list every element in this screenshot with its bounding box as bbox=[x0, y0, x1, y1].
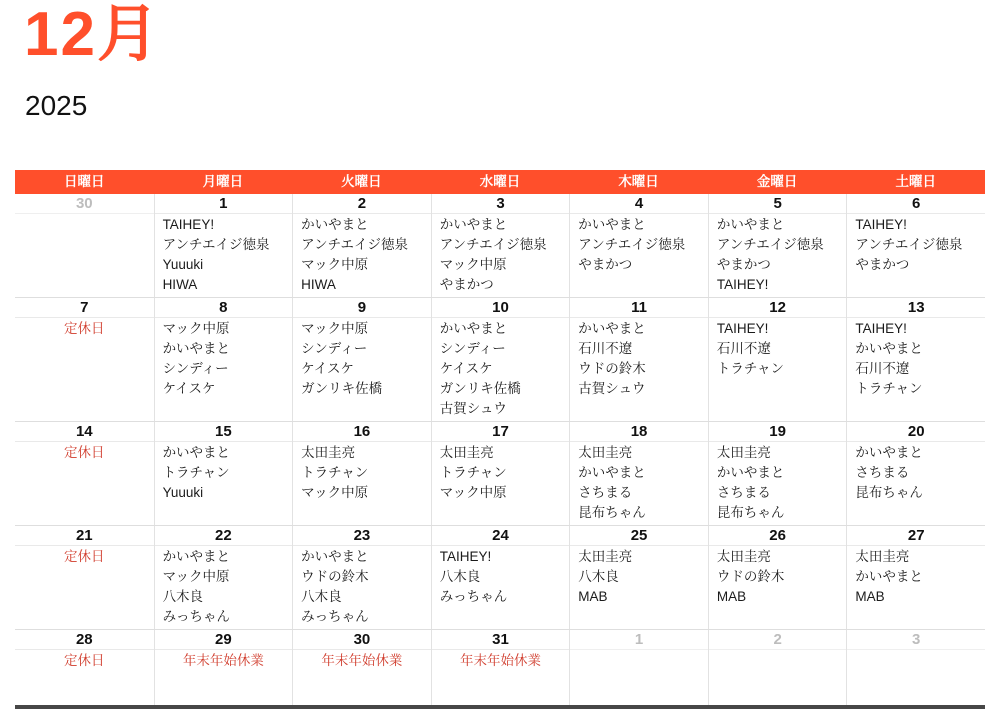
day-entries bbox=[293, 442, 431, 505]
day-cell bbox=[569, 298, 708, 421]
weekday-header-row bbox=[15, 170, 985, 194]
weekday-friday: 金曜日 bbox=[756, 174, 798, 189]
day-entries bbox=[15, 546, 154, 569]
staff-name: アンチエイジ徳泉 bbox=[162, 237, 270, 252]
day-entries bbox=[847, 318, 985, 401]
table-bottom-edge bbox=[15, 705, 985, 709]
day-cell bbox=[708, 422, 847, 525]
day-entries bbox=[293, 214, 431, 297]
day-entries bbox=[15, 318, 154, 341]
date-number: 18 bbox=[570, 422, 708, 442]
date-number: 21 bbox=[15, 526, 154, 546]
staff-name: トラチャン bbox=[716, 361, 784, 376]
staff-name: ガンリキ佐橋 bbox=[301, 381, 383, 396]
day-cell bbox=[569, 526, 708, 629]
staff-name: やまかつ bbox=[578, 257, 633, 272]
staff-name: 昆布ちゃん bbox=[716, 505, 785, 520]
staff-name: かいやまと bbox=[301, 217, 369, 232]
day-cell bbox=[846, 194, 985, 297]
day-entries bbox=[293, 650, 431, 673]
staff-name: やまかつ bbox=[439, 277, 494, 292]
staff-name: 太田圭亮 bbox=[439, 445, 494, 460]
day-entries bbox=[709, 442, 847, 525]
staff-name: ガンリキ佐橋 bbox=[439, 381, 521, 396]
holiday-label: 定休日 bbox=[64, 321, 105, 336]
day-entries bbox=[293, 546, 431, 629]
week-row bbox=[15, 525, 985, 629]
holiday-label: 定休日 bbox=[64, 653, 105, 668]
day-cell bbox=[154, 630, 293, 709]
day-entries bbox=[155, 318, 293, 401]
staff-name: シンディー bbox=[162, 361, 229, 376]
day-entries bbox=[15, 214, 154, 217]
day-entries bbox=[155, 546, 293, 629]
staff-name: トラチャン bbox=[439, 465, 507, 480]
staff-name: HIWA bbox=[162, 277, 198, 292]
day-entries bbox=[847, 650, 985, 653]
staff-name: 太田圭亮 bbox=[716, 549, 771, 564]
weekday-thursday: 木曜日 bbox=[618, 174, 659, 189]
staff-name: ケイスケ bbox=[162, 381, 216, 396]
staff-name: かいやまと bbox=[578, 465, 646, 480]
date-number: 2 bbox=[293, 194, 431, 214]
staff-name: 八木良 bbox=[162, 589, 204, 604]
staff-name: かいやまと bbox=[578, 217, 646, 232]
day-cell bbox=[846, 526, 985, 629]
staff-name: みっちゃん bbox=[439, 589, 508, 604]
staff-name: 太田圭亮 bbox=[716, 445, 771, 460]
day-entries bbox=[432, 318, 570, 421]
staff-name: かいやまと bbox=[716, 465, 785, 480]
date-number: 1 bbox=[155, 194, 293, 214]
date-number: 7 bbox=[15, 298, 154, 318]
staff-name: アンチエイジ徳泉 bbox=[439, 237, 547, 252]
weekday-monday: 月曜日 bbox=[202, 174, 244, 189]
date-number: 25 bbox=[570, 526, 708, 546]
staff-name: 太田圭亮 bbox=[578, 549, 633, 564]
day-cell bbox=[569, 194, 708, 297]
calendar-table bbox=[15, 170, 985, 709]
staff-name: TAIHEY! bbox=[855, 321, 907, 336]
day-entries bbox=[432, 214, 570, 297]
day-entries bbox=[709, 318, 847, 381]
staff-name: かいやまと bbox=[855, 341, 923, 356]
staff-name: みっちゃん bbox=[162, 609, 231, 624]
holiday-label: 年末年始休業 bbox=[321, 653, 403, 668]
staff-name: かいやまと bbox=[162, 445, 231, 460]
day-cell bbox=[708, 526, 847, 629]
day-cell bbox=[431, 422, 570, 525]
week-row bbox=[15, 194, 985, 297]
staff-name: 八木良 bbox=[578, 569, 619, 584]
day-entries bbox=[293, 318, 431, 401]
staff-name: 石川不遼 bbox=[855, 361, 910, 376]
staff-name: 石川不遼 bbox=[578, 341, 633, 356]
staff-name: さちまる bbox=[578, 485, 633, 500]
staff-name: マック中原 bbox=[439, 257, 507, 272]
date-number: 3 bbox=[432, 194, 570, 214]
week-row bbox=[15, 629, 985, 709]
day-cell bbox=[431, 526, 570, 629]
staff-name: マック中原 bbox=[301, 257, 369, 272]
date-number: 12 bbox=[709, 298, 847, 318]
day-cell bbox=[708, 194, 847, 297]
date-number: 6 bbox=[847, 194, 985, 214]
day-entries bbox=[432, 650, 570, 673]
day-cell bbox=[292, 298, 431, 421]
staff-name: MAB bbox=[716, 589, 747, 604]
week-row bbox=[15, 297, 985, 421]
date-number: 20 bbox=[847, 422, 985, 442]
holiday-label: 年末年始休業 bbox=[459, 653, 541, 668]
staff-name: HIWA bbox=[301, 277, 336, 292]
day-cell bbox=[15, 630, 154, 709]
staff-name: やまかつ bbox=[716, 257, 771, 272]
staff-name: さちまる bbox=[716, 485, 771, 500]
day-cell bbox=[431, 298, 570, 421]
day-entries bbox=[709, 214, 847, 297]
day-cell bbox=[708, 298, 847, 421]
date-number: 11 bbox=[570, 298, 708, 318]
day-cell bbox=[154, 526, 293, 629]
calendar-body bbox=[15, 194, 985, 709]
staff-name: 昆布ちゃん bbox=[855, 485, 923, 500]
day-entries bbox=[155, 214, 293, 297]
day-cell bbox=[15, 194, 154, 297]
date-number: 30 bbox=[293, 630, 431, 650]
staff-name: 八木良 bbox=[439, 569, 481, 584]
day-cell bbox=[154, 194, 293, 297]
staff-name: かいやまと bbox=[578, 321, 646, 336]
day-cell bbox=[846, 630, 985, 709]
day-entries bbox=[432, 546, 570, 609]
day-cell bbox=[846, 298, 985, 421]
day-entries bbox=[570, 442, 708, 525]
date-number: 29 bbox=[155, 630, 293, 650]
day-cell bbox=[569, 630, 708, 709]
day-entries bbox=[847, 214, 985, 277]
day-cell bbox=[15, 298, 154, 421]
date-number: 2 bbox=[709, 630, 847, 650]
staff-name: 太田圭亮 bbox=[301, 445, 356, 460]
staff-name: TAIHEY! bbox=[716, 277, 769, 292]
staff-name: かいやまと bbox=[162, 549, 231, 564]
date-number: 22 bbox=[155, 526, 293, 546]
staff-name: TAIHEY! bbox=[162, 217, 215, 232]
date-number: 14 bbox=[15, 422, 154, 442]
staff-name: マック中原 bbox=[162, 569, 230, 584]
day-entries bbox=[570, 546, 708, 609]
holiday-label: 定休日 bbox=[64, 445, 105, 460]
date-number: 30 bbox=[15, 194, 154, 214]
day-cell bbox=[292, 194, 431, 297]
staff-name: 太田圭亮 bbox=[578, 445, 633, 460]
staff-name: TAIHEY! bbox=[716, 321, 769, 336]
date-number: 26 bbox=[709, 526, 847, 546]
day-entries bbox=[570, 650, 708, 653]
staff-name: MAB bbox=[578, 589, 608, 604]
staff-name: ケイスケ bbox=[439, 361, 493, 376]
date-number: 19 bbox=[709, 422, 847, 442]
day-entries bbox=[432, 442, 570, 505]
staff-name: トラチャン bbox=[855, 381, 923, 396]
staff-name: 石川不遼 bbox=[716, 341, 771, 356]
day-cell bbox=[846, 422, 985, 525]
day-entries bbox=[15, 650, 154, 673]
staff-name: MAB bbox=[855, 589, 885, 604]
staff-name: 古賀シュウ bbox=[578, 381, 646, 396]
staff-name: 古賀シュウ bbox=[439, 401, 507, 416]
day-entries bbox=[847, 442, 985, 505]
staff-name: かいやまと bbox=[855, 569, 923, 584]
staff-name: かいやまと bbox=[162, 341, 231, 356]
weekday-sunday: 日曜日 bbox=[64, 174, 105, 189]
weekday-tuesday: 火曜日 bbox=[341, 174, 382, 189]
staff-name: シンディー bbox=[301, 341, 368, 356]
day-entries bbox=[155, 442, 293, 505]
date-number: 8 bbox=[155, 298, 293, 318]
staff-name: TAIHEY! bbox=[439, 549, 492, 564]
staff-name: かいやまと bbox=[301, 549, 369, 564]
date-number: 31 bbox=[432, 630, 570, 650]
date-number: 27 bbox=[847, 526, 985, 546]
day-cell bbox=[15, 526, 154, 629]
date-number: 13 bbox=[847, 298, 985, 318]
staff-name: マック中原 bbox=[301, 485, 369, 500]
staff-name: アンチエイジ徳泉 bbox=[716, 237, 824, 252]
staff-name: かいやまと bbox=[716, 217, 785, 232]
day-cell bbox=[708, 630, 847, 709]
staff-name: みっちゃん bbox=[301, 609, 369, 624]
staff-name: アンチエイジ徳泉 bbox=[301, 237, 409, 252]
staff-name: Yuuuki bbox=[162, 485, 204, 500]
date-number: 15 bbox=[155, 422, 293, 442]
day-entries bbox=[709, 650, 847, 653]
staff-name: TAIHEY! bbox=[855, 217, 907, 232]
weekday-wednesday: 水曜日 bbox=[479, 174, 521, 189]
day-cell bbox=[431, 194, 570, 297]
staff-name: マック中原 bbox=[301, 321, 369, 336]
day-cell bbox=[569, 422, 708, 525]
staff-name: かいやまと bbox=[439, 217, 508, 232]
day-entries bbox=[155, 650, 293, 673]
date-number: 24 bbox=[432, 526, 570, 546]
staff-name: 太田圭亮 bbox=[855, 549, 910, 564]
holiday-label: 年末年始休業 bbox=[182, 653, 264, 668]
date-number: 17 bbox=[432, 422, 570, 442]
date-number: 4 bbox=[570, 194, 708, 214]
year-label: 2025 bbox=[25, 90, 88, 121]
day-entries bbox=[570, 214, 708, 277]
staff-name: やまかつ bbox=[855, 257, 910, 272]
month-title: 12月 bbox=[24, 0, 161, 69]
date-number: 23 bbox=[293, 526, 431, 546]
date-number: 5 bbox=[709, 194, 847, 214]
date-number: 10 bbox=[432, 298, 570, 318]
staff-name: アンチエイジ徳泉 bbox=[578, 237, 686, 252]
day-cell bbox=[154, 422, 293, 525]
day-entries bbox=[847, 546, 985, 609]
day-cell bbox=[154, 298, 293, 421]
day-cell bbox=[292, 630, 431, 709]
staff-name: Yuuuki bbox=[162, 257, 204, 272]
staff-name: ウドの鈴木 bbox=[578, 361, 646, 376]
week-row bbox=[15, 421, 985, 525]
staff-name: 昆布ちゃん bbox=[578, 505, 646, 520]
date-number: 3 bbox=[847, 630, 985, 650]
day-cell bbox=[292, 526, 431, 629]
staff-name: ウドの鈴木 bbox=[301, 569, 369, 584]
day-entries bbox=[570, 318, 708, 401]
date-number: 1 bbox=[570, 630, 708, 650]
date-number: 16 bbox=[293, 422, 431, 442]
holiday-label: 定休日 bbox=[64, 549, 105, 564]
staff-name: 八木良 bbox=[301, 589, 342, 604]
staff-name: トラチャン bbox=[162, 465, 230, 480]
staff-name: かいやまと bbox=[439, 321, 508, 336]
day-entries bbox=[15, 442, 154, 465]
day-cell bbox=[431, 630, 570, 709]
day-cell bbox=[292, 422, 431, 525]
staff-name: ケイスケ bbox=[301, 361, 355, 376]
day-entries bbox=[709, 546, 847, 609]
staff-name: マック中原 bbox=[162, 321, 230, 336]
staff-name: シンディー bbox=[439, 341, 506, 356]
staff-name: アンチエイジ徳泉 bbox=[855, 237, 963, 252]
date-number: 28 bbox=[15, 630, 154, 650]
staff-name: さちまる bbox=[855, 465, 910, 480]
staff-name: かいやまと bbox=[855, 445, 923, 460]
day-cell bbox=[15, 422, 154, 525]
date-number: 9 bbox=[293, 298, 431, 318]
staff-name: トラチャン bbox=[301, 465, 369, 480]
staff-name: ウドの鈴木 bbox=[716, 569, 785, 584]
weekday-saturday: 土曜日 bbox=[895, 174, 936, 189]
staff-name: マック中原 bbox=[439, 485, 507, 500]
